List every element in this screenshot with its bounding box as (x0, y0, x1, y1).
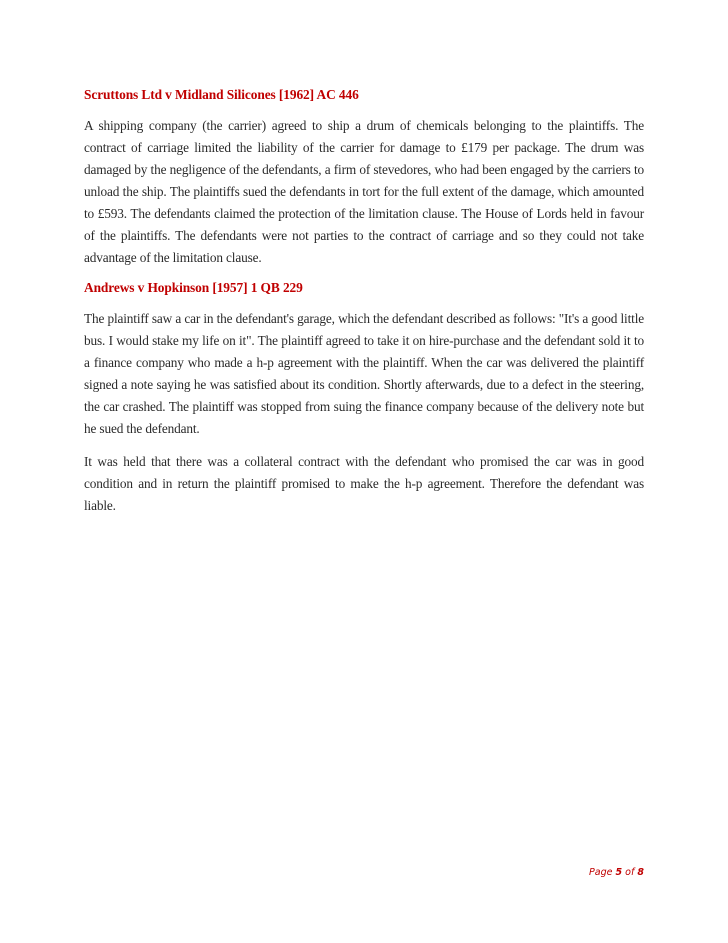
case-paragraph-scruttons: A shipping company (the carrier) agreed to ship a drum of chemicals belonging to the plaintiffs. The contract of carriage limited the liability of the carrier for damage to £179 per package. The drum was damaged by the negligence of the defendants, a firm of stevedores, who had been engaged by the carriers to unload the ship. The plaintiffs sued the defendants in tort for the full extent of the damage, which amounted to £593. The defendants claimed the protection of the limitation clause. The House of Lords held in favour of the plaintiffs. The defendants were not parties to the contract of carriage and so they could not take advantage of the limitation clause. (84, 118, 644, 265)
spacer (84, 106, 644, 115)
page-current: 5 (615, 867, 623, 878)
spacer (84, 299, 644, 308)
page-label: Page (589, 867, 613, 878)
page-total: 8 (637, 867, 644, 878)
spacer (84, 269, 644, 277)
spacer (84, 440, 644, 451)
case-paragraph-andrews-holding: It was held that there was a collateral contract with the defendant who promised the car was in good condition and in return the plaintiff promised to make the h-p agreement. Therefore the defendant was liable. (84, 454, 644, 513)
case-paragraph-andrews-facts: The plaintiff saw a car in the defendant's garage, which the defendant described as follows: "It's a good little bus. I would stake my life on it". The plaintiff agreed to take it on hire-purchase and the defendant sold it to a finance company who made a h-p agreement with the plaintiff. When the car was delivered the plaintiff signed a note saying he was satisfied about its condition. Shortly afterwards, due to a defect in the steering, the car crashed. The plaintiff was stopped from suing the finance company because of the delivery note but he sued the defendant. (84, 311, 644, 436)
of-label: of (625, 867, 635, 878)
case-heading-scruttons: Scruttons Ltd v Midland Silicones [1962] AC 446 (84, 87, 359, 102)
case-heading-andrews: Andrews v Hopkinson [1957] 1 QB 229 (84, 280, 303, 295)
document-page (84, 84, 644, 517)
page-footer (84, 867, 644, 878)
